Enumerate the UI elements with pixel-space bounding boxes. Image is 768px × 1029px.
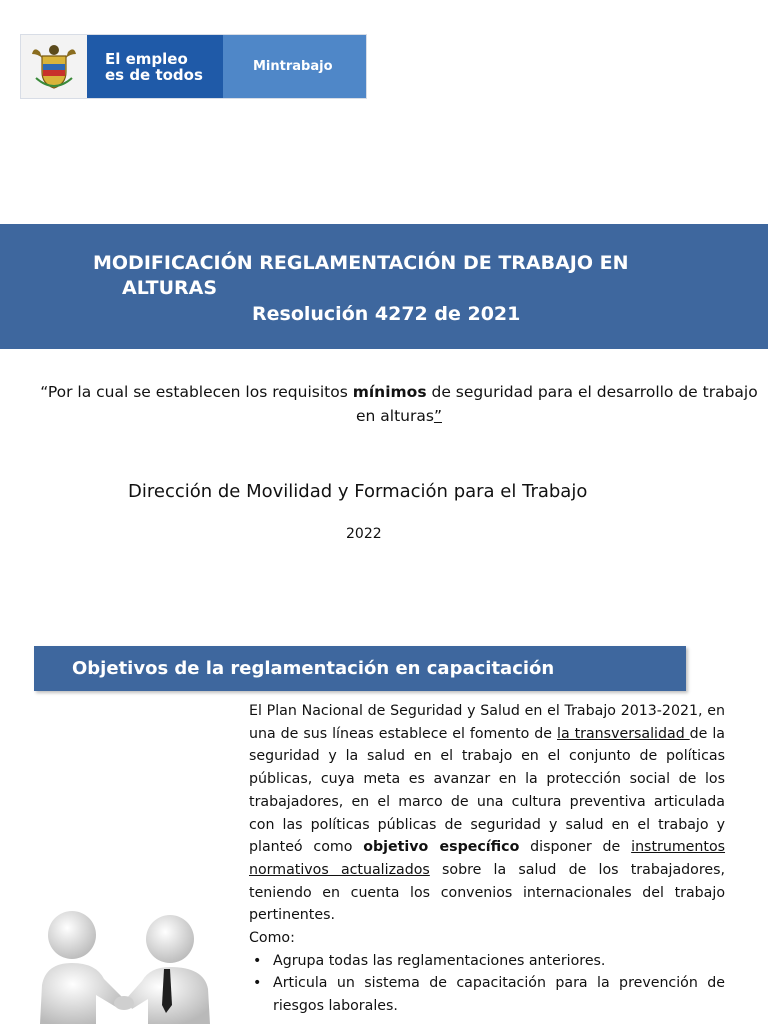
- como-label: Como:: [249, 930, 295, 947]
- coat-of-arms-icon: [21, 35, 87, 98]
- para-bold-1: objetivo específico: [363, 839, 520, 856]
- handshake-icon: [30, 905, 220, 1024]
- title-line-1: MODIFICACIÓN REGLAMENTACIÓN DE TRABAJO EN: [93, 252, 629, 274]
- year: 2022: [346, 526, 382, 542]
- para-text-2: de la seguridad y la salud en el trabajo en el conjunto de políticas públicas, cuya meta es avanzar en la protección social de los trabajadores, en el marco de una cultura preventiva articulada con las políticas públicas de seguridad y salud en el trabajo y planteó como: [249, 725, 726, 856]
- list-item: • Agrupa todas las reglamentaciones anteriores.: [249, 950, 725, 973]
- objectives-heading: Objetivos de la reglamentación en capacitación: [34, 646, 686, 691]
- para-text-1: El Plan Nacional de Seguridad y Salud en el Trabajo 2013-2021, en una de sus líneas establece el fomento de: [249, 703, 725, 742]
- ministry-name: Mintrabajo: [223, 35, 366, 98]
- quote-part-2: de seguridad para el desarrollo de trabajo en alturas: [356, 383, 758, 425]
- slogan-line-2: es de todos: [105, 65, 203, 84]
- slogan-line-1: El empleo: [105, 49, 188, 68]
- para-text-3: disponer de: [519, 839, 632, 856]
- quote-closing: ”: [433, 407, 442, 425]
- title-band: [0, 224, 768, 349]
- slogan: [87, 35, 223, 98]
- para-text-4: sobre la salud de los trabajadores, teniendo en cuenta los convenios internacionales del trabajo pertinentes.: [249, 861, 725, 924]
- handshake-illustration: [30, 905, 220, 1024]
- ministry-logo: [20, 34, 367, 99]
- objectives-body: [249, 700, 725, 1018]
- resolution-quote: [30, 380, 768, 428]
- objectives-list: [249, 950, 725, 1018]
- title-line-2: ALTURAS: [122, 277, 218, 299]
- direction-name: Dirección de Movilidad y Formación para el Trabajo: [128, 481, 588, 502]
- title-resolution: Resolución 4272 de 2021: [252, 303, 521, 325]
- quote-bold: mínimos: [352, 383, 427, 401]
- para-underline-2: instrumentos normativos actualizados: [249, 839, 726, 878]
- list-item: • Articula un sistema de capacitación para la prevención de riesgos laborales.: [249, 972, 725, 1017]
- para-underline-1: la transversalidad: [557, 725, 690, 742]
- objectives-paragraph: [249, 700, 725, 927]
- quote-part-1: “Por la cual se establecen los requisitos: [40, 383, 353, 401]
